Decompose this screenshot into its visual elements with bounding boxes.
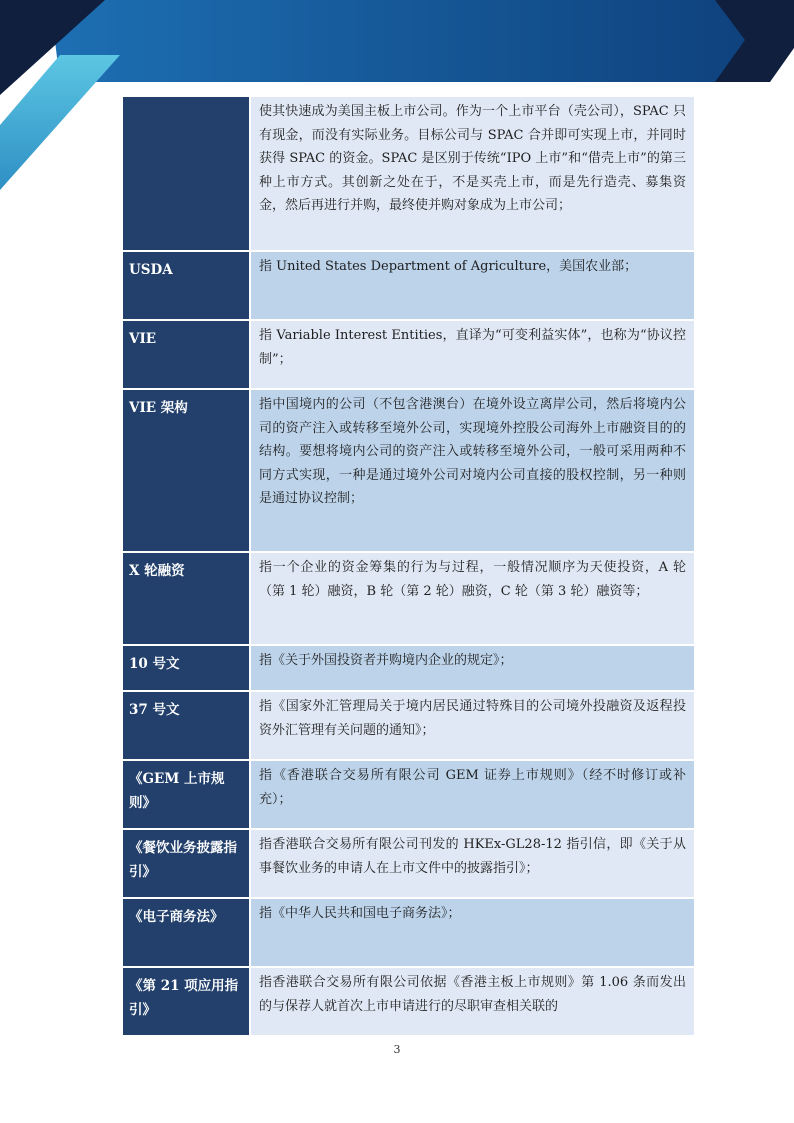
page-number: 3 xyxy=(393,1043,401,1056)
glossary-definition: 指中国境内的公司（不包含港澳台）在境外设立离岸公司，然后将境内公司的资产注入或转移至境外公司，实现境外控股公司海外上市融资目的的结构。要想将境内公司的资产注入或转移至境外公司，一般可采用两种不同方式实现，一种是通过境外公司对境内公司直接的股权控制，另一种则是通过协议控制； xyxy=(250,389,695,552)
glossary-term xyxy=(122,96,250,251)
glossary-definition: 指《关于外国投资者并购境内企业的规定》； xyxy=(250,645,695,691)
glossary-term: 37 号文 xyxy=(122,691,250,760)
glossary-definition: 指《中华人民共和国电子商务法》； xyxy=(250,898,695,967)
glossary-term: 《餐饮业务披露指引》 xyxy=(122,829,250,898)
glossary-term: VIE 架构 xyxy=(122,389,250,552)
glossary-term: 《GEM 上市规则》 xyxy=(122,760,250,829)
glossary-definition: 指《香港联合交易所有限公司 GEM 证券上市规则》（经不时修订或补充）； xyxy=(250,760,695,829)
glossary-table xyxy=(121,95,696,1037)
glossary-term: 10 号文 xyxy=(122,645,250,691)
glossary-row xyxy=(122,251,695,320)
glossary-row xyxy=(122,552,695,645)
glossary-term: 《第 21 项应用指引》 xyxy=(122,967,250,1036)
glossary-definition: 指香港联合交易所有限公司刊发的 HKEx-GL28-12 指引信，即《关于从事餐饮业务的申请人在上市文件中的披露指引》； xyxy=(250,829,695,898)
glossary-row xyxy=(122,96,695,251)
glossary-term: 《电子商务法》 xyxy=(122,898,250,967)
glossary-definition: 使其快速成为美国主板上市公司。作为一个上市平台（壳公司），SPAC 只有现金，而没有实际业务。目标公司与 SPAC 合并即可实现上市，并同时获得 SPAC 的资金。SPAC 是区别于传统“IPO 上市”和“借壳上市”的第三种上市方式。其创新之处在于，不是买壳上市，而是先行造壳、募集资金，然后再进行并购，最终使并购对象成为上市公司； xyxy=(250,96,695,251)
glossary-row xyxy=(122,829,695,898)
glossary-definition: 指 United States Department of Agriculture，美国农业部； xyxy=(250,251,695,320)
glossary-term: USDA xyxy=(122,251,250,320)
glossary-row xyxy=(122,760,695,829)
glossary-definition: 指 Variable Interest Entities，直译为“可变利益实体”，也称为“协议控制”； xyxy=(250,320,695,389)
glossary-term: VIE xyxy=(122,320,250,389)
glossary-row xyxy=(122,691,695,760)
glossary-body xyxy=(122,96,695,1036)
glossary-row xyxy=(122,967,695,1036)
glossary-term: X 轮融资 xyxy=(122,552,250,645)
glossary-definition: 指香港联合交易所有限公司依据《香港主板上市规则》第 1.06 条而发出的与保荐人就首次上市申请进行的尽职审查相关联的 xyxy=(250,967,695,1036)
glossary-row xyxy=(122,389,695,552)
glossary-row xyxy=(122,645,695,691)
glossary-definition: 指一个企业的资金筹集的行为与过程，一般情况顺序为天使投资，A 轮（第 1 轮）融资，B 轮（第 2 轮）融资，C 轮（第 3 轮）融资等； xyxy=(250,552,695,645)
glossary-row xyxy=(122,320,695,389)
glossary-row xyxy=(122,898,695,967)
glossary-definition: 指《国家外汇管理局关于境内居民通过特殊目的公司境外投融资及返程投资外汇管理有关问题的通知》； xyxy=(250,691,695,760)
